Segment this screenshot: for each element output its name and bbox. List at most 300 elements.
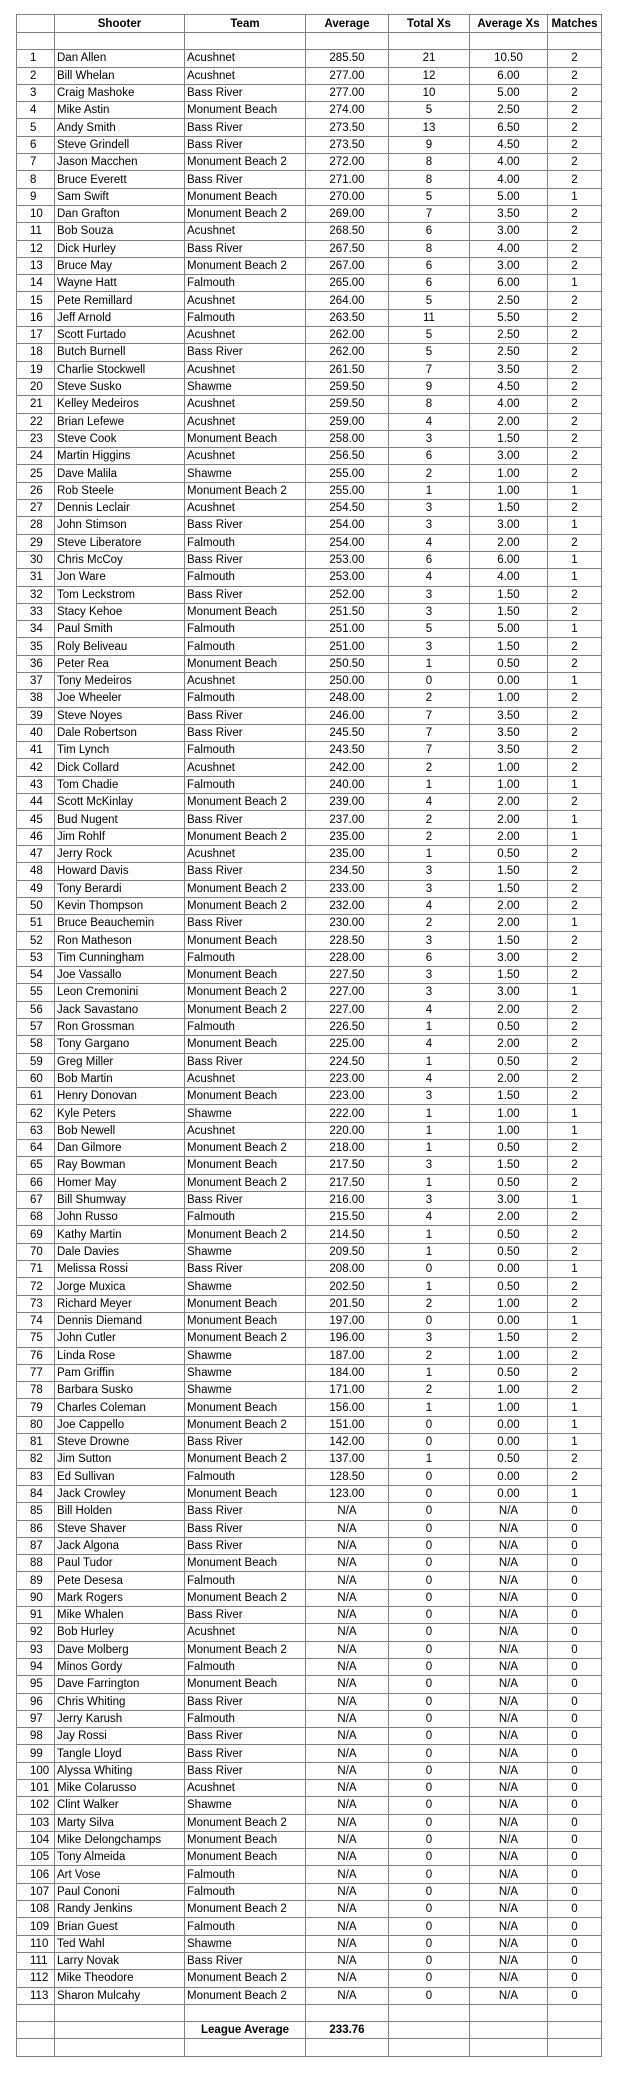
matches-cell: 2 xyxy=(548,84,602,101)
team-cell: Shawme xyxy=(185,1347,306,1364)
total-xs-cell: 4 xyxy=(389,1036,470,1053)
average-cell: 270.00 xyxy=(306,188,389,205)
shooter-cell: Bruce May xyxy=(55,257,185,274)
shooter-cell: Dick Hurley xyxy=(55,240,185,257)
average-cell: 222.00 xyxy=(306,1105,389,1122)
shooter-cell: Tim Cunningham xyxy=(55,949,185,966)
rank-cell: 19 xyxy=(17,361,55,378)
average-xs-cell: 1.50 xyxy=(470,1330,548,1347)
team-cell: Falmouth xyxy=(185,1883,306,1900)
matches-cell: 2 xyxy=(548,949,602,966)
total-xs-cell: 0 xyxy=(389,1952,470,1969)
shooter-cell: John Cutler xyxy=(55,1330,185,1347)
average-cell: 262.00 xyxy=(306,327,389,344)
matches-cell: 2 xyxy=(548,430,602,447)
rank-cell: 54 xyxy=(17,967,55,984)
team-cell: Falmouth xyxy=(185,1209,306,1226)
average-cell: 224.50 xyxy=(306,1053,389,1070)
average-xs-cell: 1.00 xyxy=(470,1295,548,1312)
rank-cell: 30 xyxy=(17,551,55,568)
rank-cell: 61 xyxy=(17,1088,55,1105)
matches-cell: 2 xyxy=(548,1209,602,1226)
table-row xyxy=(17,655,602,672)
shooter-cell: Jason Macchen xyxy=(55,154,185,171)
shooter-cell: Jerry Karush xyxy=(55,1710,185,1727)
matches-cell: 1 xyxy=(548,1312,602,1329)
team-cell: Bass River xyxy=(185,1537,306,1554)
blank-row xyxy=(17,33,602,50)
rank-cell: 111 xyxy=(17,1952,55,1969)
team-cell: Monument Beach 2 xyxy=(185,1416,306,1433)
rank-cell: 13 xyxy=(17,257,55,274)
matches-cell: 1 xyxy=(548,188,602,205)
average-cell: 214.50 xyxy=(306,1226,389,1243)
team-cell: Shawme xyxy=(185,1935,306,1952)
total-xs-cell: 4 xyxy=(389,534,470,551)
average-cell: 259.50 xyxy=(306,378,389,395)
shooter-cell: Tony Medeiros xyxy=(55,672,185,689)
total-xs-cell: 0 xyxy=(389,1866,470,1883)
average-cell: N/A xyxy=(306,1607,389,1624)
matches-cell: 2 xyxy=(548,742,602,759)
rank-cell: 52 xyxy=(17,932,55,949)
rank-cell: 10 xyxy=(17,205,55,222)
matches-cell: 1 xyxy=(548,1416,602,1433)
average-xs-cell: 1.00 xyxy=(470,1382,548,1399)
average-cell: 250.00 xyxy=(306,672,389,689)
average-xs-cell: 4.50 xyxy=(470,378,548,395)
average-cell: 156.00 xyxy=(306,1399,389,1416)
average-xs-cell: 2.00 xyxy=(470,1036,548,1053)
team-cell: Monument Beach xyxy=(185,1312,306,1329)
matches-cell: 0 xyxy=(548,1901,602,1918)
shooter-cell: Pete Remillard xyxy=(55,292,185,309)
total-xs-cell: 8 xyxy=(389,396,470,413)
total-xs-cell: 1 xyxy=(389,1364,470,1381)
team-cell: Falmouth xyxy=(185,275,306,292)
average-cell: 263.50 xyxy=(306,309,389,326)
matches-cell: 0 xyxy=(548,1935,602,1952)
average-xs-cell: 2.00 xyxy=(470,915,548,932)
team-cell: Acushnet xyxy=(185,1624,306,1641)
table-row xyxy=(17,863,602,880)
matches-cell: 0 xyxy=(548,1745,602,1762)
shooter-cell: Steve Cook xyxy=(55,430,185,447)
average-cell: 218.00 xyxy=(306,1140,389,1157)
team-cell: Bass River xyxy=(185,586,306,603)
average-cell: N/A xyxy=(306,1970,389,1987)
total-xs-cell: 1 xyxy=(389,1018,470,1035)
shooter-cell: Jay Rossi xyxy=(55,1728,185,1745)
average-cell: 285.50 xyxy=(306,50,389,67)
average-xs-cell: N/A xyxy=(470,1762,548,1779)
rank-cell: 59 xyxy=(17,1053,55,1070)
average-cell: 128.50 xyxy=(306,1468,389,1485)
rank-cell: 48 xyxy=(17,863,55,880)
average-xs-cell: 0.50 xyxy=(470,845,548,862)
matches-cell: 0 xyxy=(548,1676,602,1693)
total-xs-cell: 0 xyxy=(389,1503,470,1520)
table-row xyxy=(17,240,602,257)
team-cell: Monument Beach 2 xyxy=(185,794,306,811)
shooter-cell: Chris McCoy xyxy=(55,551,185,568)
total-xs-cell: 6 xyxy=(389,949,470,966)
shooter-cell: Steve Noyes xyxy=(55,707,185,724)
table-row xyxy=(17,1485,602,1502)
average-xs-cell: 1.50 xyxy=(470,932,548,949)
average-xs-cell: 0.50 xyxy=(470,1053,548,1070)
average-cell: 267.50 xyxy=(306,240,389,257)
average-xs-cell: 0.00 xyxy=(470,1485,548,1502)
total-xs-cell: 4 xyxy=(389,569,470,586)
shooter-cell: Bob Newell xyxy=(55,1122,185,1139)
shooter-cell: Mike Delongchamps xyxy=(55,1831,185,1848)
table-row xyxy=(17,1572,602,1589)
rank-cell: 33 xyxy=(17,603,55,620)
shooter-cell: Ed Sullivan xyxy=(55,1468,185,1485)
matches-cell: 2 xyxy=(548,1070,602,1087)
total-xs-cell: 0 xyxy=(389,1901,470,1918)
shooter-cell: Steve Liberatore xyxy=(55,534,185,551)
total-xs-cell: 3 xyxy=(389,517,470,534)
matches-cell: 2 xyxy=(548,171,602,188)
rank-cell: 27 xyxy=(17,500,55,517)
rank-cell: 89 xyxy=(17,1572,55,1589)
average-xs-cell: 1.50 xyxy=(470,1088,548,1105)
matches-cell: 2 xyxy=(548,327,602,344)
average-xs-cell: N/A xyxy=(470,1520,548,1537)
shooter-cell: Dale Robertson xyxy=(55,724,185,741)
shooter-cell: Sharon Mulcahy xyxy=(55,1987,185,2004)
shooter-cell: Mark Rogers xyxy=(55,1589,185,1606)
shooter-cell: Jon Ware xyxy=(55,569,185,586)
average-xs-cell: 3.00 xyxy=(470,448,548,465)
total-xs-cell: 0 xyxy=(389,1693,470,1710)
average-cell: 187.00 xyxy=(306,1347,389,1364)
average-xs-cell: 0.00 xyxy=(470,1468,548,1485)
matches-cell: 2 xyxy=(548,396,602,413)
matches-cell: 1 xyxy=(548,672,602,689)
matches-cell: 0 xyxy=(548,1658,602,1675)
table-row xyxy=(17,759,602,776)
average-xs-cell: 2.00 xyxy=(470,413,548,430)
team-cell: Bass River xyxy=(185,171,306,188)
average-xs-cell: N/A xyxy=(470,1537,548,1554)
total-xs-cell: 3 xyxy=(389,430,470,447)
total-xs-cell: 3 xyxy=(389,603,470,620)
matches-cell: 0 xyxy=(548,1589,602,1606)
average-cell: 233.00 xyxy=(306,880,389,897)
matches-cell: 1 xyxy=(548,621,602,638)
rank-cell: 103 xyxy=(17,1814,55,1831)
shooter-cell: Steve Shaver xyxy=(55,1520,185,1537)
team-cell: Bass River xyxy=(185,1728,306,1745)
average-cell: 217.50 xyxy=(306,1157,389,1174)
rank-cell: 12 xyxy=(17,240,55,257)
team-cell: Monument Beach xyxy=(185,188,306,205)
rank-cell: 21 xyxy=(17,396,55,413)
shooter-standings-table xyxy=(16,14,602,2057)
matches-cell: 2 xyxy=(548,136,602,153)
average-xs-cell: N/A xyxy=(470,1555,548,1572)
header-row xyxy=(17,15,602,33)
shooter-cell: Linda Rose xyxy=(55,1347,185,1364)
rank-cell: 99 xyxy=(17,1745,55,1762)
average-cell: N/A xyxy=(306,1537,389,1554)
total-xs-cell: 0 xyxy=(389,1797,470,1814)
league-average-label: League Average xyxy=(185,2022,306,2039)
total-xs-cell: 6 xyxy=(389,223,470,240)
rank-cell: 4 xyxy=(17,102,55,119)
table-row xyxy=(17,1434,602,1451)
matches-cell: 1 xyxy=(548,984,602,1001)
shooter-cell: Howard Davis xyxy=(55,863,185,880)
rank-cell: 100 xyxy=(17,1762,55,1779)
team-cell: Monument Beach 2 xyxy=(185,1140,306,1157)
average-cell: 269.00 xyxy=(306,205,389,222)
average-cell: N/A xyxy=(306,1728,389,1745)
matches-cell: 1 xyxy=(548,1105,602,1122)
average-xs-cell: N/A xyxy=(470,1831,548,1848)
rank-cell: 80 xyxy=(17,1416,55,1433)
blank-row xyxy=(17,2039,602,2056)
average-cell: N/A xyxy=(306,1901,389,1918)
average-cell: 226.50 xyxy=(306,1018,389,1035)
total-xs-cell: 0 xyxy=(389,1970,470,1987)
average-cell: 220.00 xyxy=(306,1122,389,1139)
table-row xyxy=(17,1312,602,1329)
total-xs-cell: 1 xyxy=(389,1243,470,1260)
total-xs-cell: 1 xyxy=(389,1174,470,1191)
shooter-cell: Melissa Rossi xyxy=(55,1261,185,1278)
table-row xyxy=(17,1693,602,1710)
total-xs-cell: 0 xyxy=(389,1261,470,1278)
total-xs-cell: 6 xyxy=(389,275,470,292)
average-xs-cell: 3.50 xyxy=(470,205,548,222)
average-xs-cell: N/A xyxy=(470,1572,548,1589)
team-cell: Shawme xyxy=(185,378,306,395)
table-row xyxy=(17,1191,602,1208)
average-xs-cell: N/A xyxy=(470,1952,548,1969)
average-cell: 254.00 xyxy=(306,517,389,534)
rank-cell: 102 xyxy=(17,1797,55,1814)
header-index xyxy=(17,15,55,33)
average-xs-cell: 2.00 xyxy=(470,897,548,914)
total-xs-cell: 2 xyxy=(389,759,470,776)
table-row xyxy=(17,1088,602,1105)
total-xs-cell: 2 xyxy=(389,915,470,932)
table-row xyxy=(17,1710,602,1727)
average-xs-cell: 2.50 xyxy=(470,327,548,344)
matches-cell: 0 xyxy=(548,1797,602,1814)
rank-cell: 14 xyxy=(17,275,55,292)
average-cell: N/A xyxy=(306,1641,389,1658)
table-row xyxy=(17,551,602,568)
table-row xyxy=(17,1416,602,1433)
table-row xyxy=(17,1676,602,1693)
table-row xyxy=(17,1105,602,1122)
table-row xyxy=(17,1122,602,1139)
average-xs-cell: N/A xyxy=(470,1797,548,1814)
team-cell: Monument Beach xyxy=(185,1555,306,1572)
average-xs-cell: 0.50 xyxy=(470,1364,548,1381)
average-xs-cell: 2.00 xyxy=(470,1209,548,1226)
rank-cell: 68 xyxy=(17,1209,55,1226)
average-cell: 254.00 xyxy=(306,534,389,551)
average-cell: 232.00 xyxy=(306,897,389,914)
rank-cell: 60 xyxy=(17,1070,55,1087)
table-row xyxy=(17,119,602,136)
shooter-cell: Steve Susko xyxy=(55,378,185,395)
total-xs-cell: 5 xyxy=(389,292,470,309)
matches-cell: 2 xyxy=(548,1157,602,1174)
team-cell: Bass River xyxy=(185,1434,306,1451)
average-cell: N/A xyxy=(306,1503,389,1520)
matches-cell: 1 xyxy=(548,915,602,932)
average-xs-cell: 1.50 xyxy=(470,586,548,603)
rank-cell: 88 xyxy=(17,1555,55,1572)
shooter-cell: Homer May xyxy=(55,1174,185,1191)
table-row xyxy=(17,1036,602,1053)
total-xs-cell: 0 xyxy=(389,1312,470,1329)
rank-cell: 97 xyxy=(17,1710,55,1727)
table-row xyxy=(17,794,602,811)
total-xs-cell: 0 xyxy=(389,1537,470,1554)
average-cell: 277.00 xyxy=(306,67,389,84)
average-xs-cell: 2.00 xyxy=(470,811,548,828)
table-row xyxy=(17,1468,602,1485)
shooter-cell: John Stimson xyxy=(55,517,185,534)
table-row xyxy=(17,309,602,326)
team-cell: Shawme xyxy=(185,1243,306,1260)
average-xs-cell: 0.50 xyxy=(470,1278,548,1295)
team-cell: Falmouth xyxy=(185,742,306,759)
team-cell: Falmouth xyxy=(185,1658,306,1675)
shooter-cell: Alyssa Whiting xyxy=(55,1762,185,1779)
team-cell: Acushnet xyxy=(185,50,306,67)
shooter-cell: Scott McKinlay xyxy=(55,794,185,811)
rank-cell: 17 xyxy=(17,327,55,344)
shooter-cell: Jack Savastano xyxy=(55,1001,185,1018)
rank-cell: 90 xyxy=(17,1589,55,1606)
average-cell: 216.00 xyxy=(306,1191,389,1208)
shooter-cell: Dan Gilmore xyxy=(55,1140,185,1157)
team-cell: Bass River xyxy=(185,1503,306,1520)
matches-cell: 2 xyxy=(548,794,602,811)
total-xs-cell: 2 xyxy=(389,828,470,845)
average-xs-cell: 0.00 xyxy=(470,1312,548,1329)
rank-cell: 58 xyxy=(17,1036,55,1053)
average-xs-cell: N/A xyxy=(470,1728,548,1745)
total-xs-cell: 0 xyxy=(389,1416,470,1433)
shooter-cell: Mike Astin xyxy=(55,102,185,119)
table-row xyxy=(17,1243,602,1260)
matches-cell: 2 xyxy=(548,932,602,949)
average-cell: N/A xyxy=(306,1866,389,1883)
average-xs-cell: N/A xyxy=(470,1745,548,1762)
rank-cell: 57 xyxy=(17,1018,55,1035)
team-cell: Shawme xyxy=(185,1105,306,1122)
total-xs-cell: 0 xyxy=(389,1831,470,1848)
average-xs-cell: N/A xyxy=(470,1693,548,1710)
header-average: Average xyxy=(306,15,389,33)
rank-cell: 36 xyxy=(17,655,55,672)
team-cell: Monument Beach 2 xyxy=(185,1970,306,1987)
total-xs-cell: 4 xyxy=(389,413,470,430)
average-xs-cell: N/A xyxy=(470,1710,548,1727)
team-cell: Acushnet xyxy=(185,292,306,309)
average-cell: 253.00 xyxy=(306,569,389,586)
average-xs-cell: 3.00 xyxy=(470,257,548,274)
rank-cell: 98 xyxy=(17,1728,55,1745)
shooter-cell: Steve Drowne xyxy=(55,1434,185,1451)
total-xs-cell: 0 xyxy=(389,1607,470,1624)
shooter-cell: Jorge Muxica xyxy=(55,1278,185,1295)
total-xs-cell: 5 xyxy=(389,327,470,344)
matches-cell: 2 xyxy=(548,534,602,551)
table-row xyxy=(17,880,602,897)
table-row xyxy=(17,1987,602,2004)
matches-cell: 2 xyxy=(548,586,602,603)
rank-cell: 37 xyxy=(17,672,55,689)
table-row xyxy=(17,517,602,534)
average-xs-cell: 3.50 xyxy=(470,707,548,724)
total-xs-cell: 0 xyxy=(389,672,470,689)
total-xs-cell: 1 xyxy=(389,1399,470,1416)
matches-cell: 2 xyxy=(548,344,602,361)
table-row xyxy=(17,1295,602,1312)
table-row xyxy=(17,967,602,984)
total-xs-cell: 2 xyxy=(389,1382,470,1399)
team-cell: Shawme xyxy=(185,465,306,482)
team-cell: Monument Beach 2 xyxy=(185,1174,306,1191)
shooter-cell: Kathy Martin xyxy=(55,1226,185,1243)
matches-cell: 2 xyxy=(548,1364,602,1381)
table-row xyxy=(17,1814,602,1831)
matches-cell: 2 xyxy=(548,690,602,707)
average-cell: 225.00 xyxy=(306,1036,389,1053)
average-xs-cell: 1.00 xyxy=(470,690,548,707)
shooter-cell: Mike Colarusso xyxy=(55,1779,185,1796)
rank-cell: 3 xyxy=(17,84,55,101)
team-cell: Monument Beach 2 xyxy=(185,1589,306,1606)
rank-cell: 1 xyxy=(17,50,55,67)
total-xs-cell: 0 xyxy=(389,1468,470,1485)
shooter-cell: Tony Berardi xyxy=(55,880,185,897)
table-row xyxy=(17,984,602,1001)
matches-cell: 0 xyxy=(548,1779,602,1796)
rank-cell: 75 xyxy=(17,1330,55,1347)
matches-cell: 2 xyxy=(548,67,602,84)
shooter-cell: Kelley Medeiros xyxy=(55,396,185,413)
average-xs-cell: 2.50 xyxy=(470,292,548,309)
average-xs-cell: 6.50 xyxy=(470,119,548,136)
table-row xyxy=(17,1364,602,1381)
rank-cell: 20 xyxy=(17,378,55,395)
average-xs-cell: 1.00 xyxy=(470,1105,548,1122)
rank-cell: 71 xyxy=(17,1261,55,1278)
matches-cell: 2 xyxy=(548,1088,602,1105)
matches-cell: 2 xyxy=(548,154,602,171)
average-cell: 251.00 xyxy=(306,621,389,638)
average-xs-cell: 0.00 xyxy=(470,1261,548,1278)
average-cell: 248.00 xyxy=(306,690,389,707)
shooter-cell: Joe Cappello xyxy=(55,1416,185,1433)
matches-cell: 0 xyxy=(548,1970,602,1987)
shooter-cell: Dan Allen xyxy=(55,50,185,67)
team-cell: Falmouth xyxy=(185,1572,306,1589)
average-xs-cell: 3.00 xyxy=(470,517,548,534)
